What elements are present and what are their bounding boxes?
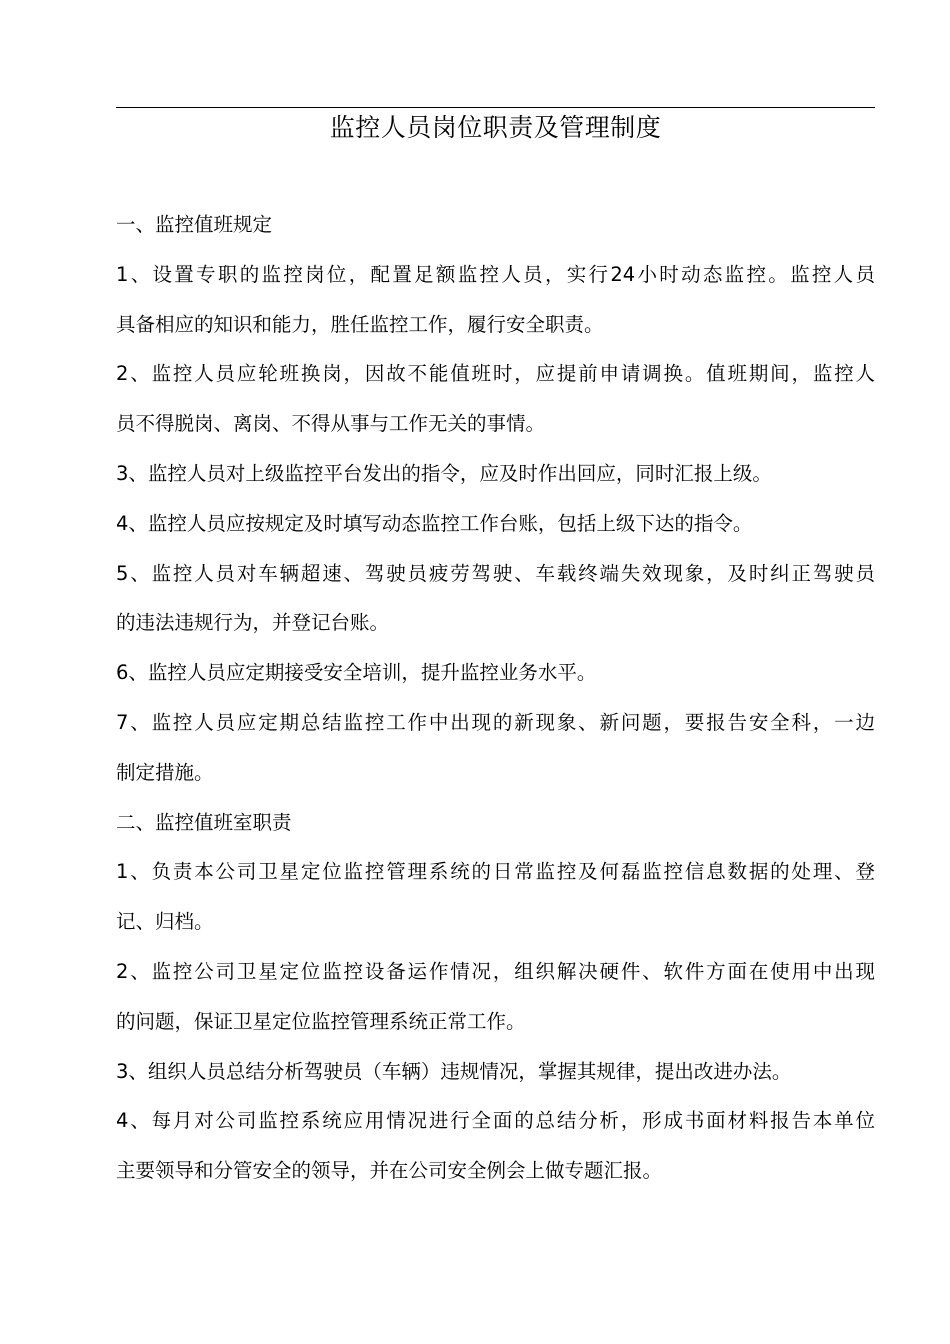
paragraph-line: 4、监控人员应按规定及时填写动态监控工作台账，包括上级下达的指令。 — [116, 511, 753, 535]
paragraph-line: 的问题，保证卫星定位监控管理系统正常工作。 — [116, 1009, 526, 1033]
paragraph-line: 员不得脱岗、离岗、不得从事与工作无关的事情。 — [116, 412, 546, 436]
paragraph-line: 主要领导和分管安全的领导，并在公司安全例会上做专题汇报。 — [116, 1159, 663, 1183]
document-title: 监控人员岗位职责及管理制度 — [329, 113, 662, 142]
paragraph-line: 2、监控公司卫星定位监控设备运作情况，组织解决硬件、软件方面在使用中出现 — [116, 959, 875, 983]
paragraph-line: 记、归档。 — [116, 910, 214, 934]
paragraph-line: 1、负责本公司卫星定位监控管理系统的日常监控及何磊监控信息数据的处理、登 — [116, 860, 875, 884]
section-heading-2: 二、监控值班室职责 — [116, 810, 292, 834]
paragraph-line: 2、监控人员应轮班换岗，因故不能值班时，应提前申请调换。值班期间，监控人 — [116, 362, 875, 386]
header-rule — [116, 107, 875, 108]
paragraph-line: 制定措施。 — [116, 760, 214, 784]
section-heading-1: 一、监控值班规定 — [116, 213, 273, 236]
paragraph-line: 5、监控人员对车辆超速、驾驶员疲劳驾驶、车载终端失效现象，及时纠正驾驶员 — [116, 561, 875, 585]
paragraph-line: 的违法违规行为，并登记台账。 — [116, 611, 390, 635]
paragraph-line: 3、监控人员对上级监控平台发出的指令，应及时作出回应，同时汇报上级。 — [116, 461, 772, 485]
paragraph-line: 7、监控人员应定期总结监控工作中出现的新现象、新问题，要报告安全科，一边 — [116, 710, 875, 734]
paragraph-line: 具备相应的知识和能力，胜任监控工作，履行安全职责。 — [116, 312, 604, 336]
paragraph-line: 1、设置专职的监控岗位，配置足额监控人员，实行24小时动态监控。监控人员 — [116, 262, 875, 286]
paragraph-line: 4、每月对公司监控系统应用情况进行全面的总结分析，形成书面材料报告本单位 — [116, 1109, 875, 1133]
paragraph-line: 6、监控人员应定期接受安全培训，提升监控业务水平。 — [116, 661, 597, 685]
paragraph-line: 3、组织人员总结分析驾驶员（车辆）违规情况，掌握其规律，提出改进办法。 — [116, 1059, 792, 1083]
document-body — [116, 200, 875, 1196]
